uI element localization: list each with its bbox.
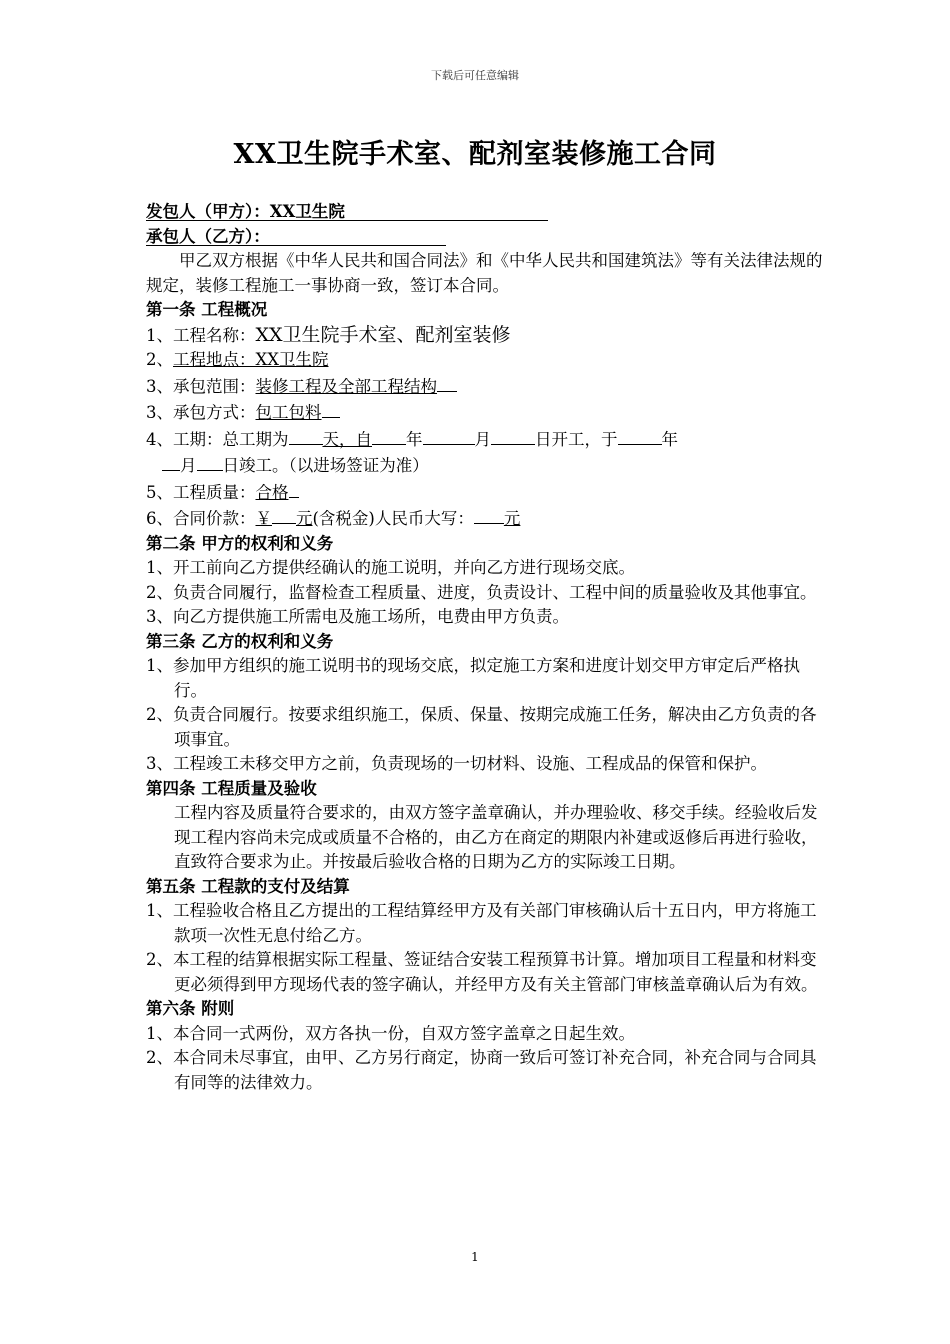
mode-line xyxy=(146,399,826,426)
period-text-5: 日开工，于 xyxy=(535,429,618,449)
mode-label: 3、承包方式： xyxy=(146,403,256,422)
price-unit-2: 元 xyxy=(503,509,521,528)
project-name-value: XX卫生院手术室、配剂室装修 xyxy=(255,323,511,346)
period-text-2: 天，自 xyxy=(322,429,372,449)
period-text-1: 4、工期：总工期为 xyxy=(146,429,289,449)
list-item: 1、本合同一式两份，双方各执一份，自双方签字盖章之日起生效。 xyxy=(146,1023,635,1043)
period-text-8: 日竣工。（以进场签证为准） xyxy=(222,456,429,475)
quality-blank xyxy=(289,479,299,498)
project-name-line xyxy=(146,323,826,349)
period-text-6: 年 xyxy=(661,429,678,449)
article-4-text: 工程内容及质量符合要求的，由双方签字盖章确认，并办理验收、移交手续。经验收后发现工程内容尚未完成或质量不合格的，由乙方在商定的期限内补建或返修后再进行验收，直致符合要求为止。并按最后验收合格的日期为乙方的实际竣工日期。 xyxy=(174,803,818,871)
page-number: 1 xyxy=(471,1250,479,1264)
project-site-line xyxy=(146,348,826,373)
article-3-heading: 第三条 乙方的权利和义务 xyxy=(146,631,334,651)
period-line-2 xyxy=(146,452,826,479)
party-a-label: 发包人（甲方）： xyxy=(146,202,270,221)
period-line xyxy=(146,426,826,453)
period-days-blank xyxy=(289,426,323,445)
article-4-heading: 第四条 工程质量及验收 xyxy=(146,778,317,798)
mode-value: 包工包料 xyxy=(255,403,322,422)
list-item: 1、参加甲方组织的施工说明书的现场交底，拟定施工方案和进度计划交甲方审定后严格执行。 xyxy=(146,656,800,700)
period-text-4: 月 xyxy=(474,429,491,449)
price-words-blank xyxy=(474,505,504,524)
contract-body xyxy=(146,200,826,1095)
quality-line xyxy=(146,479,826,506)
end-day-blank xyxy=(197,452,223,471)
article-2-heading: 第二条 甲方的权利和义务 xyxy=(146,533,334,553)
article-2-list xyxy=(146,556,826,630)
article-1-heading: 第一条 工程概况 xyxy=(146,300,268,319)
list-item: 2、本工程的结算根据实际工程量、签证结合安装工程预算书计算。增加项目工程量和材料变更必须得到甲方现场代表的签字确认，并经甲方及有关主管部门审核盖章确认后为有效。 xyxy=(146,950,818,994)
start-month-blank xyxy=(423,426,475,445)
header-note: 下载后可任意编辑 xyxy=(431,69,519,82)
article-3-list xyxy=(146,654,826,777)
project-site-value: 工程地点：XX卫生院 xyxy=(173,350,329,369)
scope-line xyxy=(146,373,826,400)
price-amount-blank xyxy=(272,505,296,524)
list-item: 3、向乙方提供施工所需电及施工场所，电费由甲方负责。 xyxy=(146,607,569,626)
quality-value: 合格 xyxy=(255,482,289,502)
party-a-line xyxy=(146,200,826,225)
start-year-blank xyxy=(372,426,406,445)
price-unit: 元 xyxy=(296,509,313,528)
end-month-blank xyxy=(162,452,180,471)
list-item: 3、工程竣工未移交甲方之前，负责现场的一切材料、设施、工程成品的保管和保护。 xyxy=(146,754,767,773)
list-item: 2、本合同未尽事宜，由甲、乙方另行商定，协商一致后可签订补充合同，补充合同与合同具有同等的法律效力。 xyxy=(146,1048,817,1092)
price-line xyxy=(146,505,826,532)
party-b-label: 承包人（乙方）： xyxy=(146,226,270,246)
list-item: 1、工程验收合格且乙方提出的工程结算经甲方及有关部门审核确认后十五日内，甲方将施工款项一次性无息付给乙方。 xyxy=(146,901,817,945)
article-6-heading: 第六条 附则 xyxy=(146,999,235,1018)
scope-blank xyxy=(437,373,457,392)
period-text-7: 月 xyxy=(180,456,197,475)
end-year-blank xyxy=(618,426,662,445)
list-item: 1、开工前向乙方提供经确认的施工说明，并向乙方进行现场交底。 xyxy=(146,558,635,577)
start-day-blank xyxy=(491,426,535,445)
scope-value: 装修工程及全部工程结构 xyxy=(255,376,437,396)
list-item: 2、负责合同履行。按要求组织施工，保质、保量、按期完成施工任务，解决由乙方负责的各项事宜。 xyxy=(146,705,817,749)
project-name-label: 1、工程名称： xyxy=(146,325,256,345)
quality-label: 5、工程质量： xyxy=(146,482,256,502)
scope-label: 3、承包范围： xyxy=(146,376,256,396)
party-a-value: XX卫生院 xyxy=(269,202,345,221)
list-item: 2、负责合同履行，监督检查工程质量、进度，负责设计、工程中间的质量验收及其他事宜。 xyxy=(146,582,817,602)
period-text-3: 年 xyxy=(406,429,423,449)
project-site-label: 2、 xyxy=(146,350,173,369)
article-5-list xyxy=(146,899,826,997)
price-symbol: ￥ xyxy=(255,509,272,528)
price-tax-text: (含税金)人民币大写： xyxy=(312,509,474,528)
price-label: 6、合同价款： xyxy=(146,509,256,528)
contract-title: XX卫生院手术室、配剂室装修施工合同 xyxy=(233,139,717,170)
mode-blank xyxy=(322,399,340,418)
party-b-line xyxy=(146,225,826,250)
article-6-list xyxy=(146,1022,826,1096)
article-5-heading: 第五条 工程款的支付及结算 xyxy=(146,876,350,896)
intro-paragraph: 甲乙双方根据《中华人民共和国合同法》和《中华人民共和国建筑法》等有关法律法规的规定，装修工程施工一事协商一致，签订本合同。 xyxy=(146,251,823,295)
